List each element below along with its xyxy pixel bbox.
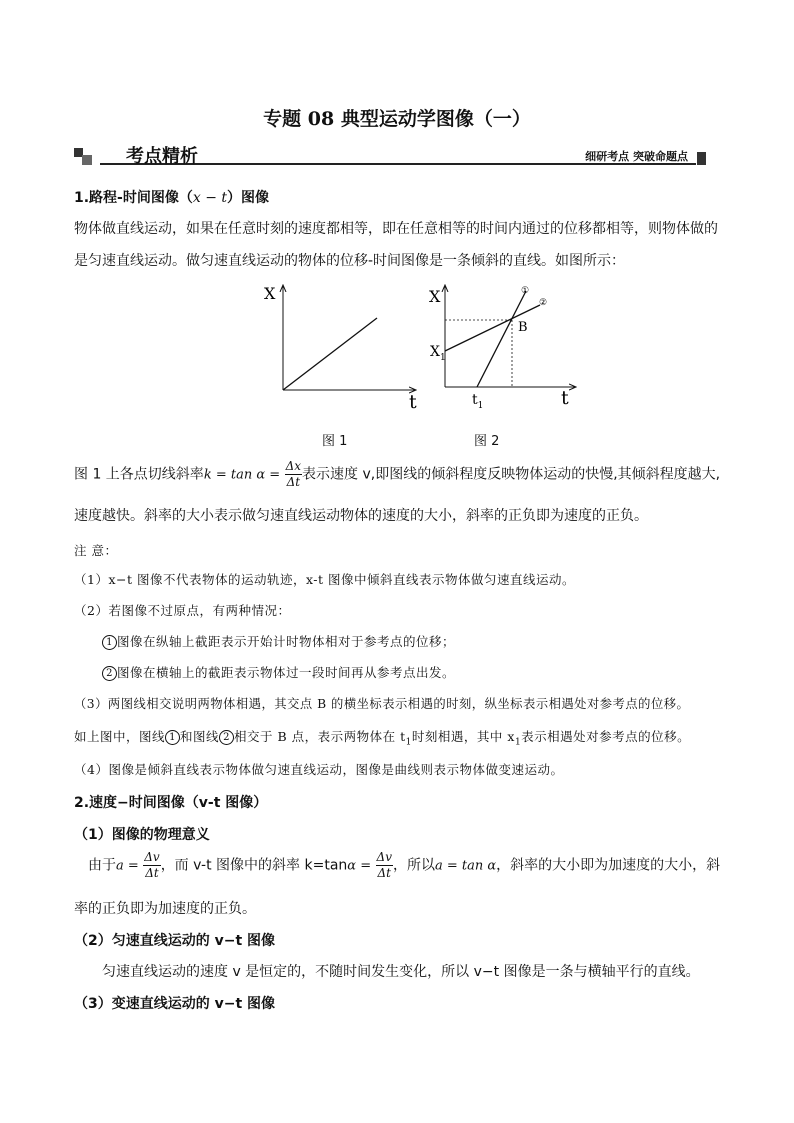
fig2-caption: 图 2 bbox=[474, 434, 500, 449]
note-title: 注 意： bbox=[74, 543, 118, 558]
note-2a: 1 图像在纵轴上截距表示开始计时物体相对于参考点的位移； bbox=[102, 632, 455, 650]
fig2-x1-label: $X_1$ bbox=[430, 344, 446, 363]
fig1-line bbox=[283, 318, 377, 390]
slope-line2: 速度越快。斜率的大小表示做匀速直线运动物体的速度的大小，斜率的正负即为速度的正负。 bbox=[74, 508, 648, 524]
s2-para1: 由于a = $\frac{\Delta v}{\Delta t}$ ，而 v-t 图像中的斜率 k=tanα = $\frac{\Delta v}{\Delta t}$ ，所以a = tan α，斜率的大小即为加速度的大小，斜 bbox=[88, 850, 721, 880]
fig2-x-label: X bbox=[429, 287, 441, 306]
note-1: （1）x−t 图像不代表物体的运动轨迹，x-t 图像中倾斜直线表示物体做匀速直线运动。 bbox=[74, 572, 576, 587]
fig2-b-label: B bbox=[518, 320, 528, 335]
slope-fraction: $\frac{\Delta x}{\Delta t}$ bbox=[285, 459, 302, 489]
circled-number: 2 bbox=[102, 666, 117, 681]
figure-1 bbox=[255, 280, 425, 410]
s2-sub2: （2）匀速直线运动的 v−t 图像 bbox=[74, 933, 276, 949]
s1-para-line2: 是匀速直线运动。做匀速直线运动的物体的位移-时间图像是一条倾斜的直线。如图所示： bbox=[74, 253, 626, 269]
fig1-caption: 图 1 bbox=[322, 434, 348, 449]
s1-para-line1: 物体做直线运动，如果在任意时刻的速度都相等，即在任意相等的时间内通过的位移都相等，则物体做的 bbox=[74, 221, 718, 237]
section1-heading: 1.路程-时间图像（x − t）图像 bbox=[74, 190, 270, 206]
fig2-t-label: t bbox=[561, 387, 569, 409]
band-end-marker-icon bbox=[697, 152, 706, 165]
fig1-t-label: t bbox=[409, 391, 417, 410]
fig2-line-1 bbox=[477, 291, 526, 387]
note-3: （3）两图线相交说明两物体相遇，其交点 B 的横坐标表示相遇的时刻，纵坐标表示相遇处对参考点的位移。 bbox=[74, 697, 690, 711]
s2-sub1: （1）图像的物理意义 bbox=[74, 827, 210, 843]
s2-sub3: （3）变速直线运动的 v−t 图像 bbox=[74, 996, 276, 1012]
note-4: （4）图像是倾斜直线表示物体做匀速直线运动，图像是曲线则表示物体做变速运动。 bbox=[74, 762, 564, 777]
slope-line: 图 1 上各点切线斜率k = tan α = $\frac{\Delta x}{\Delta t}$ 表示速度 v,即图线的倾斜程度反映物体运动的快慢,其倾斜程度越大, bbox=[74, 459, 721, 489]
fig1-x-label: X bbox=[264, 284, 276, 303]
fig2-line2-marker: ② bbox=[539, 298, 548, 308]
band-square-icon-2 bbox=[82, 155, 92, 165]
note-2: （2）若图像不过原点，有两种情况： bbox=[74, 603, 291, 618]
fig2-t1-label: $t_1$ bbox=[472, 392, 484, 411]
page-title: 专题 08 典型运动学图像（一） bbox=[263, 108, 531, 130]
band-subtitle: 细研考点 突破命题点 bbox=[585, 150, 688, 163]
circled-number: 1 bbox=[102, 635, 117, 650]
figure-2 bbox=[425, 280, 585, 415]
section-band bbox=[74, 142, 710, 170]
fig2-line1-marker: ① bbox=[521, 286, 530, 296]
s2-para1-cont: 率的正负即为加速度的正负。 bbox=[74, 901, 256, 917]
s2-para2: 匀速直线运动的速度 v 是恒定的，不随时间发生变化，所以 v−t 图像是一条与横轴平行的直线。 bbox=[102, 964, 700, 980]
note-2b: 2 图像在横轴上的截距表示物体过一段时间再从参考点出发。 bbox=[102, 663, 455, 681]
note-3b: 如上图中，图线 1 和图线 2 相交于 B 点，表示两物体在 $t_1$时刻相遇，其中 $x_1$表示相遇处对参考点的位移。 bbox=[74, 729, 691, 748]
band-label: 考点精析 bbox=[126, 146, 198, 167]
section2-heading: 2.速度−时间图像（v-t 图像） bbox=[74, 795, 268, 811]
